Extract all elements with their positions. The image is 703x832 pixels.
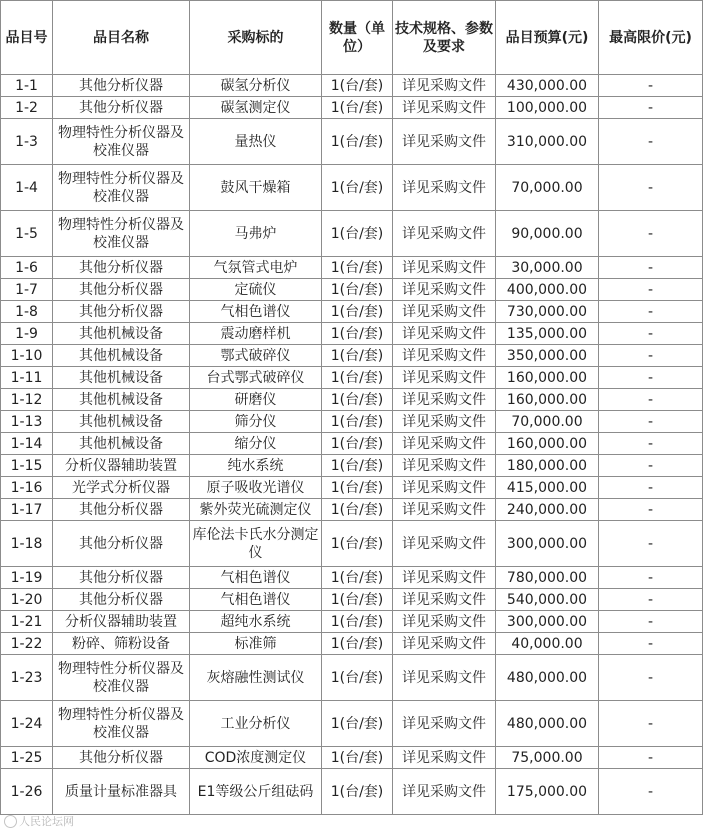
cell-quantity: 1(台/套) <box>322 701 393 747</box>
cell-quantity: 1(台/套) <box>322 279 393 301</box>
table-row <box>1 75 703 97</box>
cell-item: 筛分仪 <box>190 411 322 433</box>
cell-category: 其他分析仪器 <box>53 499 190 521</box>
cell-category: 其他分析仪器 <box>53 301 190 323</box>
cell-id: 1-12 <box>1 389 53 411</box>
cell-spec: 详见采购文件 <box>393 75 496 97</box>
cell-spec: 详见采购文件 <box>393 279 496 301</box>
cell-category: 物理特性分析仪器及校准仪器 <box>53 655 190 701</box>
cell-id: 1-25 <box>1 747 53 769</box>
cell-limit: - <box>599 301 703 323</box>
cell-category: 物理特性分析仪器及校准仪器 <box>53 701 190 747</box>
watermark-logo-icon <box>4 815 17 828</box>
cell-item: 定硫仪 <box>190 279 322 301</box>
cell-limit: - <box>599 211 703 257</box>
cell-quantity: 1(台/套) <box>322 655 393 701</box>
cell-limit: - <box>599 747 703 769</box>
cell-spec: 详见采购文件 <box>393 567 496 589</box>
table-row <box>1 521 703 567</box>
table-row <box>1 211 703 257</box>
cell-limit: - <box>599 589 703 611</box>
cell-budget: 540,000.00 <box>496 589 599 611</box>
cell-quantity: 1(台/套) <box>322 521 393 567</box>
table-row <box>1 367 703 389</box>
header-quantity: 数量（单位） <box>322 1 393 75</box>
cell-quantity: 1(台/套) <box>322 611 393 633</box>
cell-category: 其他分析仪器 <box>53 521 190 567</box>
cell-id: 1-5 <box>1 211 53 257</box>
table-row <box>1 301 703 323</box>
cell-limit: - <box>599 701 703 747</box>
table-row <box>1 97 703 119</box>
cell-spec: 详见采购文件 <box>393 389 496 411</box>
cell-budget: 100,000.00 <box>496 97 599 119</box>
table-row <box>1 477 703 499</box>
cell-quantity: 1(台/套) <box>322 411 393 433</box>
cell-id: 1-13 <box>1 411 53 433</box>
cell-quantity: 1(台/套) <box>322 455 393 477</box>
cell-id: 1-16 <box>1 477 53 499</box>
cell-quantity: 1(台/套) <box>322 211 393 257</box>
cell-id: 1-3 <box>1 119 53 165</box>
cell-budget: 40,000.00 <box>496 633 599 655</box>
cell-budget: 480,000.00 <box>496 701 599 747</box>
cell-limit: - <box>599 477 703 499</box>
cell-quantity: 1(台/套) <box>322 165 393 211</box>
cell-id: 1-14 <box>1 433 53 455</box>
cell-spec: 详见采购文件 <box>393 119 496 165</box>
table-row <box>1 701 703 747</box>
cell-spec: 详见采购文件 <box>393 257 496 279</box>
header-target: 采购标的 <box>190 1 322 75</box>
cell-item: 缩分仪 <box>190 433 322 455</box>
table-row <box>1 633 703 655</box>
cell-budget: 430,000.00 <box>496 75 599 97</box>
cell-id: 1-6 <box>1 257 53 279</box>
cell-budget: 70,000.00 <box>496 411 599 433</box>
cell-id: 1-7 <box>1 279 53 301</box>
cell-id: 1-1 <box>1 75 53 97</box>
cell-category: 其他分析仪器 <box>53 257 190 279</box>
cell-category: 分析仪器辅助装置 <box>53 455 190 477</box>
watermark <box>4 813 74 829</box>
cell-budget: 300,000.00 <box>496 521 599 567</box>
cell-category: 质量计量标准器具 <box>53 769 190 815</box>
cell-limit: - <box>599 567 703 589</box>
cell-category: 其他分析仪器 <box>53 567 190 589</box>
cell-limit: - <box>599 499 703 521</box>
cell-id: 1-2 <box>1 97 53 119</box>
cell-quantity: 1(台/套) <box>322 433 393 455</box>
cell-category: 其他机械设备 <box>53 411 190 433</box>
table-row <box>1 455 703 477</box>
cell-item: 超纯水系统 <box>190 611 322 633</box>
cell-limit: - <box>599 75 703 97</box>
cell-quantity: 1(台/套) <box>322 633 393 655</box>
cell-item: E1等级公斤组砝码 <box>190 769 322 815</box>
cell-quantity: 1(台/套) <box>322 119 393 165</box>
table-row <box>1 769 703 815</box>
cell-item: 马弗炉 <box>190 211 322 257</box>
cell-budget: 730,000.00 <box>496 301 599 323</box>
table-row <box>1 589 703 611</box>
cell-item: 碳氢分析仪 <box>190 75 322 97</box>
cell-spec: 详见采购文件 <box>393 211 496 257</box>
cell-item: 台式鄂式破碎仪 <box>190 367 322 389</box>
cell-category: 其他分析仪器 <box>53 279 190 301</box>
cell-budget: 30,000.00 <box>496 257 599 279</box>
cell-id: 1-15 <box>1 455 53 477</box>
cell-category: 光学式分析仪器 <box>53 477 190 499</box>
cell-item: 库伦法卡氏水分测定仪 <box>190 521 322 567</box>
table-row <box>1 119 703 165</box>
cell-spec: 详见采购文件 <box>393 411 496 433</box>
cell-limit: - <box>599 367 703 389</box>
watermark-text: 人民论坛网 <box>19 815 74 828</box>
cell-item: 鼓风干燥箱 <box>190 165 322 211</box>
cell-limit: - <box>599 279 703 301</box>
cell-quantity: 1(台/套) <box>322 589 393 611</box>
cell-item: 紫外荧光硫测定仪 <box>190 499 322 521</box>
table-row <box>1 279 703 301</box>
header-item-name: 品目名称 <box>53 1 190 75</box>
cell-category: 其他机械设备 <box>53 433 190 455</box>
cell-budget: 70,000.00 <box>496 165 599 211</box>
cell-spec: 详见采购文件 <box>393 747 496 769</box>
cell-quantity: 1(台/套) <box>322 301 393 323</box>
cell-quantity: 1(台/套) <box>322 567 393 589</box>
cell-category: 其他机械设备 <box>53 389 190 411</box>
cell-limit: - <box>599 345 703 367</box>
cell-quantity: 1(台/套) <box>322 499 393 521</box>
cell-limit: - <box>599 389 703 411</box>
cell-budget: 350,000.00 <box>496 345 599 367</box>
cell-item: 气氛管式电炉 <box>190 257 322 279</box>
cell-item: 气相色谱仪 <box>190 301 322 323</box>
table-row <box>1 655 703 701</box>
cell-id: 1-21 <box>1 611 53 633</box>
cell-quantity: 1(台/套) <box>322 323 393 345</box>
table-row <box>1 611 703 633</box>
cell-budget: 400,000.00 <box>496 279 599 301</box>
cell-id: 1-11 <box>1 367 53 389</box>
cell-spec: 详见采购文件 <box>393 655 496 701</box>
cell-limit: - <box>599 257 703 279</box>
cell-quantity: 1(台/套) <box>322 389 393 411</box>
cell-limit: - <box>599 633 703 655</box>
cell-category: 其他机械设备 <box>53 345 190 367</box>
cell-item: 灰熔融性测试仪 <box>190 655 322 701</box>
cell-spec: 详见采购文件 <box>393 433 496 455</box>
cell-budget: 75,000.00 <box>496 747 599 769</box>
cell-spec: 详见采购文件 <box>393 323 496 345</box>
cell-id: 1-4 <box>1 165 53 211</box>
header-budget: 品目预算(元) <box>496 1 599 75</box>
cell-category: 其他分析仪器 <box>53 97 190 119</box>
cell-limit: - <box>599 611 703 633</box>
cell-budget: 175,000.00 <box>496 769 599 815</box>
header-max-price: 最高限价(元) <box>599 1 703 75</box>
cell-item: 气相色谱仪 <box>190 567 322 589</box>
cell-spec: 详见采购文件 <box>393 521 496 567</box>
cell-limit: - <box>599 323 703 345</box>
cell-category: 分析仪器辅助装置 <box>53 611 190 633</box>
cell-id: 1-26 <box>1 769 53 815</box>
cell-id: 1-9 <box>1 323 53 345</box>
header-spec: 技术规格、参数及要求 <box>393 1 496 75</box>
cell-spec: 详见采购文件 <box>393 165 496 211</box>
cell-category: 其他分析仪器 <box>53 747 190 769</box>
cell-budget: 90,000.00 <box>496 211 599 257</box>
cell-item: 震动磨样机 <box>190 323 322 345</box>
cell-category: 物理特性分析仪器及校准仪器 <box>53 119 190 165</box>
cell-id: 1-20 <box>1 589 53 611</box>
cell-spec: 详见采购文件 <box>393 345 496 367</box>
cell-spec: 详见采购文件 <box>393 499 496 521</box>
cell-budget: 480,000.00 <box>496 655 599 701</box>
cell-budget: 135,000.00 <box>496 323 599 345</box>
cell-budget: 160,000.00 <box>496 433 599 455</box>
cell-id: 1-10 <box>1 345 53 367</box>
cell-item: 量热仪 <box>190 119 322 165</box>
cell-spec: 详见采购文件 <box>393 633 496 655</box>
table-row <box>1 323 703 345</box>
table-row <box>1 747 703 769</box>
cell-spec: 详见采购文件 <box>393 611 496 633</box>
cell-spec: 详见采购文件 <box>393 589 496 611</box>
cell-limit: - <box>599 165 703 211</box>
table-row <box>1 567 703 589</box>
cell-limit: - <box>599 119 703 165</box>
table-row <box>1 499 703 521</box>
cell-category: 其他分析仪器 <box>53 589 190 611</box>
table-row <box>1 433 703 455</box>
cell-category: 物理特性分析仪器及校准仪器 <box>53 165 190 211</box>
cell-limit: - <box>599 455 703 477</box>
cell-item: 工业分析仪 <box>190 701 322 747</box>
table-header-row <box>1 1 703 75</box>
cell-item: 气相色谱仪 <box>190 589 322 611</box>
cell-spec: 详见采购文件 <box>393 769 496 815</box>
table-row <box>1 165 703 211</box>
cell-spec: 详见采购文件 <box>393 701 496 747</box>
cell-item: 纯水系统 <box>190 455 322 477</box>
cell-item: COD浓度测定仪 <box>190 747 322 769</box>
cell-budget: 240,000.00 <box>496 499 599 521</box>
cell-spec: 详见采购文件 <box>393 301 496 323</box>
cell-quantity: 1(台/套) <box>322 477 393 499</box>
table-row <box>1 257 703 279</box>
cell-item: 原子吸收光谱仪 <box>190 477 322 499</box>
cell-budget: 300,000.00 <box>496 611 599 633</box>
cell-budget: 180,000.00 <box>496 455 599 477</box>
cell-spec: 详见采购文件 <box>393 455 496 477</box>
cell-id: 1-24 <box>1 701 53 747</box>
cell-quantity: 1(台/套) <box>322 345 393 367</box>
cell-budget: 780,000.00 <box>496 567 599 589</box>
cell-quantity: 1(台/套) <box>322 75 393 97</box>
cell-limit: - <box>599 97 703 119</box>
cell-id: 1-19 <box>1 567 53 589</box>
cell-limit: - <box>599 411 703 433</box>
cell-id: 1-17 <box>1 499 53 521</box>
cell-quantity: 1(台/套) <box>322 97 393 119</box>
cell-item: 碳氢测定仪 <box>190 97 322 119</box>
cell-id: 1-8 <box>1 301 53 323</box>
cell-category: 物理特性分析仪器及校准仪器 <box>53 211 190 257</box>
cell-quantity: 1(台/套) <box>322 257 393 279</box>
cell-spec: 详见采购文件 <box>393 367 496 389</box>
cell-limit: - <box>599 521 703 567</box>
cell-budget: 415,000.00 <box>496 477 599 499</box>
cell-budget: 310,000.00 <box>496 119 599 165</box>
cell-spec: 详见采购文件 <box>393 477 496 499</box>
header-item-no: 品目号 <box>1 1 53 75</box>
cell-id: 1-22 <box>1 633 53 655</box>
table-row <box>1 411 703 433</box>
cell-item: 研磨仪 <box>190 389 322 411</box>
cell-category: 其他机械设备 <box>53 367 190 389</box>
cell-budget: 160,000.00 <box>496 367 599 389</box>
cell-category: 其他分析仪器 <box>53 75 190 97</box>
cell-budget: 160,000.00 <box>496 389 599 411</box>
cell-quantity: 1(台/套) <box>322 367 393 389</box>
cell-limit: - <box>599 769 703 815</box>
cell-item: 鄂式破碎仪 <box>190 345 322 367</box>
cell-quantity: 1(台/套) <box>322 747 393 769</box>
cell-item: 标准筛 <box>190 633 322 655</box>
cell-spec: 详见采购文件 <box>393 97 496 119</box>
cell-quantity: 1(台/套) <box>322 769 393 815</box>
cell-category: 粉碎、筛粉设备 <box>53 633 190 655</box>
cell-category: 其他机械设备 <box>53 323 190 345</box>
cell-limit: - <box>599 433 703 455</box>
cell-limit: - <box>599 655 703 701</box>
table-row <box>1 389 703 411</box>
table-row <box>1 345 703 367</box>
cell-id: 1-23 <box>1 655 53 701</box>
cell-id: 1-18 <box>1 521 53 567</box>
